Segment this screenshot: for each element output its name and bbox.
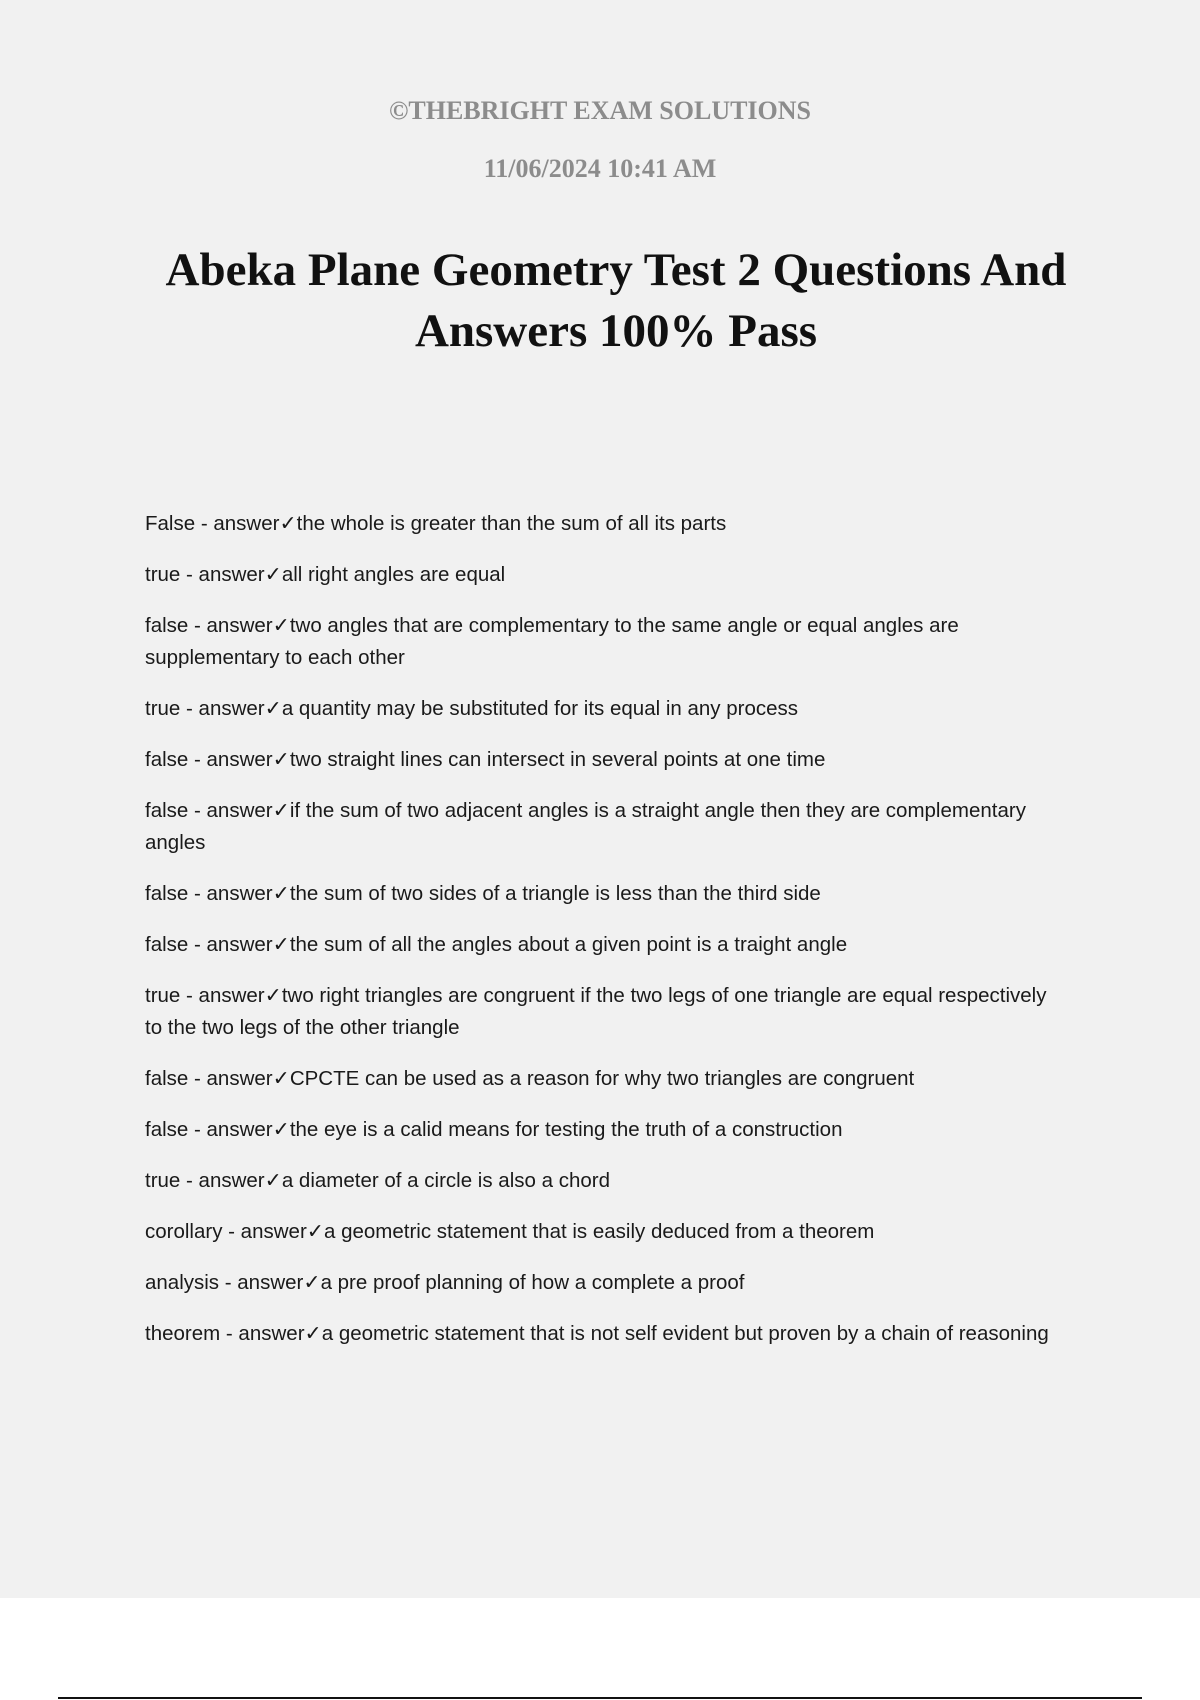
qa-answer-text: a geometric statement that is not self evident but proven by a chain of reasoning [321, 1322, 1049, 1345]
checkmark-icon: ✓ [272, 1117, 290, 1141]
checkmark-icon: ✓ [304, 1321, 322, 1345]
qa-separator: - answer [188, 1067, 273, 1090]
qa-answer-text: the eye is a calid means for testing the truth of a construction [289, 1118, 843, 1141]
qa-answer-text: the sum of all the angles about a given point is a traight angle [289, 933, 848, 956]
qa-answer-text: CPCTE can be used as a reason for why two triangles are congruent [289, 1067, 915, 1090]
checkmark-icon: ✓ [303, 1270, 321, 1294]
qa-term: false [145, 799, 189, 822]
checkmark-icon: ✓ [264, 696, 282, 720]
qa-item [145, 558, 1065, 591]
qa-separator: - answer [188, 799, 273, 822]
qa-item [145, 877, 1065, 910]
qa-term: false [145, 614, 189, 637]
qa-item [145, 743, 1065, 776]
watermark-datetime: 11/06/2024 10:41 AM [483, 154, 717, 183]
qa-term: false [145, 748, 189, 771]
qa-item [145, 1266, 1065, 1299]
qa-item [145, 1317, 1065, 1350]
checkmark-icon: ✓ [264, 562, 282, 586]
checkmark-icon: ✓ [279, 511, 297, 535]
qa-item [145, 1113, 1065, 1146]
qa-answer-text: a diameter of a circle is also a chord [281, 1169, 610, 1192]
checkmark-icon: ✓ [306, 1219, 324, 1243]
checkmark-icon: ✓ [272, 798, 290, 822]
qa-item [145, 979, 1065, 1044]
document-title: Abeka Plane Geometry Test 2 Questions And Answers 100% Pass [165, 244, 1067, 357]
qa-term: false [145, 1067, 189, 1090]
qa-answer-text: a quantity may be substituted for its equal in any process [281, 697, 799, 720]
qa-term: False [145, 512, 196, 535]
qa-item [145, 1164, 1065, 1197]
qa-separator: - answer [188, 748, 273, 771]
qa-item [145, 1215, 1065, 1248]
qa-separator: - answer [195, 512, 280, 535]
qa-separator: - answer [188, 882, 273, 905]
checkmark-icon: ✓ [264, 1168, 282, 1192]
qa-answer-text: all right angles are equal [281, 563, 506, 586]
checkmark-icon: ✓ [272, 747, 290, 771]
qa-term: true [145, 563, 181, 586]
qa-item [145, 1062, 1065, 1095]
checkmark-icon: ✓ [272, 881, 290, 905]
qa-answer-text: the whole is greater than the sum of all its parts [296, 512, 727, 535]
qa-separator: - answer [188, 614, 273, 637]
qa-answer-text: a geometric statement that is easily deduced from a theorem [323, 1220, 875, 1243]
qa-separator: - answer [188, 1118, 273, 1141]
qa-term: false [145, 882, 189, 905]
qa-item [145, 692, 1065, 725]
qa-item [145, 794, 1065, 859]
qa-term: true [145, 984, 181, 1007]
qa-answer-text: two right triangles are congruent if the two legs of one triangle are equal respectively to the two legs of the other triangle [145, 984, 1047, 1039]
qa-term: theorem [145, 1322, 221, 1345]
qa-separator: - answer [188, 933, 273, 956]
qa-answer-text: the sum of two sides of a triangle is less than the third side [289, 882, 821, 905]
footer-divider [58, 1697, 1142, 1699]
qa-list [145, 507, 1065, 1368]
qa-answer-text: a pre proof planning of how a complete a proof [320, 1271, 745, 1294]
qa-term: corollary [145, 1220, 223, 1243]
qa-separator: - answer [180, 984, 265, 1007]
qa-item [145, 507, 1065, 540]
qa-separator: - answer [220, 1322, 305, 1345]
qa-term: true [145, 1169, 181, 1192]
qa-separator: - answer [180, 697, 265, 720]
checkmark-icon: ✓ [272, 932, 290, 956]
qa-term: false [145, 1118, 189, 1141]
checkmark-icon: ✓ [272, 1066, 290, 1090]
qa-term: analysis [145, 1271, 220, 1294]
checkmark-icon: ✓ [264, 983, 282, 1007]
qa-term: true [145, 697, 181, 720]
qa-separator: - answer [180, 563, 265, 586]
checkmark-icon: ✓ [272, 613, 290, 637]
watermark-brand: ©THEBRIGHT EXAM SOLUTIONS [388, 96, 812, 125]
qa-separator: - answer [222, 1220, 307, 1243]
qa-answer-text: two straight lines can intersect in several points at one time [289, 748, 826, 771]
qa-separator: - answer [219, 1271, 304, 1294]
qa-answer-text: if the sum of two adjacent angles is a straight angle then they are complementary angles [145, 799, 1026, 854]
qa-item [145, 609, 1065, 674]
qa-item [145, 928, 1065, 961]
qa-separator: - answer [180, 1169, 265, 1192]
qa-answer-text: two angles that are complementary to the same angle or equal angles are supplementary to each other [145, 614, 959, 669]
qa-term: false [145, 933, 189, 956]
